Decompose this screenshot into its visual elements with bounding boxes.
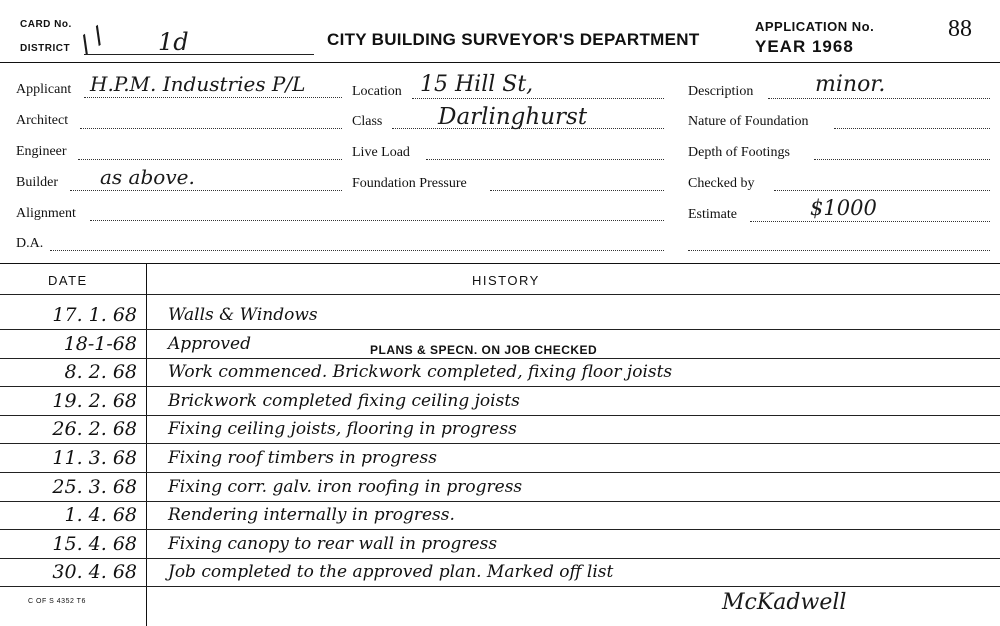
architect-line <box>80 128 342 129</box>
history-row-line <box>0 529 1000 530</box>
estimate-line <box>750 221 990 222</box>
header-divider <box>0 62 1000 63</box>
history-entry: Fixing ceiling joists, flooring in progress <box>168 419 517 440</box>
location-line <box>412 98 664 99</box>
history-column-header: HISTORY <box>472 273 540 288</box>
estimate-label: Estimate <box>688 207 737 222</box>
foundation-pressure-label: Foundation Pressure <box>352 176 467 191</box>
fields-divider <box>0 263 1000 264</box>
history-entry: Work commenced. Brickwork completed, fixing floor joists <box>168 362 673 383</box>
history-row-line <box>0 415 1000 416</box>
history-row-line <box>0 558 1000 559</box>
da-line <box>50 250 664 251</box>
inspector-signature: McKadwell <box>722 590 847 615</box>
form-code: C OF S 4352 T6 <box>28 598 86 605</box>
history-date: 19. 2. 68 <box>52 389 137 412</box>
applicant-label: Applicant <box>16 82 72 97</box>
application-label: APPLICATION No. <box>755 19 875 34</box>
live-load-line <box>426 159 664 160</box>
engineer-label: Engineer <box>16 144 67 159</box>
location-value: 15 Hill St, <box>420 72 534 97</box>
builder-label: Builder <box>16 175 58 190</box>
history-entry: Fixing corr. galv. iron roofing in progress <box>168 476 523 497</box>
da-label: D.A. <box>16 236 44 251</box>
applicant-value: H.P.M. Industries P/L <box>90 72 306 96</box>
application-number: 88 <box>948 16 972 42</box>
history-header-line <box>0 294 1000 295</box>
depth-of-footings-line <box>814 159 990 160</box>
checked-by-label: Checked by <box>688 176 755 191</box>
class-label: Class <box>352 114 383 129</box>
department-title: CITY BUILDING SURVEYOR'S DEPARTMENT <box>327 30 700 49</box>
class-value: Darlinghurst <box>438 104 588 130</box>
plans-checked-stamp: PLANS & SPECN. ON JOB CHECKED <box>370 343 598 357</box>
history-entry: Fixing canopy to rear wall in progress <box>168 533 498 554</box>
blank-line <box>688 250 990 251</box>
year-label: YEAR 1968 <box>755 37 854 56</box>
history-entry: Approved <box>168 333 251 354</box>
history-entry: Walls & Windows <box>168 305 318 325</box>
history-row-line <box>0 443 1000 444</box>
district-label: DISTRICT <box>20 43 71 54</box>
history-row-line <box>0 586 1000 587</box>
location-label: Location <box>352 84 402 99</box>
builder-value: as above. <box>100 165 195 189</box>
architect-label: Architect <box>16 113 69 128</box>
description-value: minor. <box>815 72 886 97</box>
history-date: 11. 3. 68 <box>52 447 137 469</box>
history-row-line <box>0 358 1000 359</box>
checked-by-line <box>774 190 990 191</box>
history-date: 18-1-68 <box>63 332 137 355</box>
alignment-label: Alignment <box>16 206 76 221</box>
district-line <box>84 54 314 55</box>
card-no-label: CARD No. <box>20 19 72 30</box>
history-date: 1. 4. 68 <box>64 504 137 527</box>
alignment-line <box>90 220 664 221</box>
history-row-line <box>0 329 1000 330</box>
engineer-line <box>78 159 342 160</box>
history-entry: Brickwork completed fixing ceiling joists <box>168 390 520 411</box>
applicant-line <box>84 97 342 98</box>
history-row-line <box>0 501 1000 502</box>
description-label: Description <box>688 84 754 99</box>
date-column-header: DATE <box>48 273 88 288</box>
history-date: 26. 2. 68 <box>52 418 137 441</box>
nature-of-foundation-line <box>834 128 990 129</box>
history-entry: Job completed to the approved plan. Marked off list <box>168 562 614 583</box>
live-load-label: Live Load <box>352 145 410 160</box>
history-row-line <box>0 386 1000 387</box>
description-line <box>768 98 990 99</box>
date-column-divider <box>146 264 147 626</box>
builder-line <box>70 190 342 191</box>
history-date: 30. 4. 68 <box>52 561 137 584</box>
history-date: 15. 4. 68 <box>52 532 137 555</box>
history-entry: Rendering internally in progress. <box>168 505 455 526</box>
estimate-value: $1000 <box>810 196 877 220</box>
history-date: 8. 2. 68 <box>64 361 137 384</box>
history-row-line <box>0 472 1000 473</box>
history-entry: Fixing roof timbers in progress <box>168 448 437 468</box>
nature-of-foundation-label: Nature of Foundation <box>688 114 809 129</box>
district-value: 1d <box>158 28 189 56</box>
foundation-pressure-line <box>490 190 664 191</box>
depth-of-footings-label: Depth of Footings <box>688 145 790 160</box>
history-date: 17. 1. 68 <box>52 304 137 326</box>
history-date: 25. 3. 68 <box>52 475 137 498</box>
scribble-mark: / / <box>74 22 110 58</box>
